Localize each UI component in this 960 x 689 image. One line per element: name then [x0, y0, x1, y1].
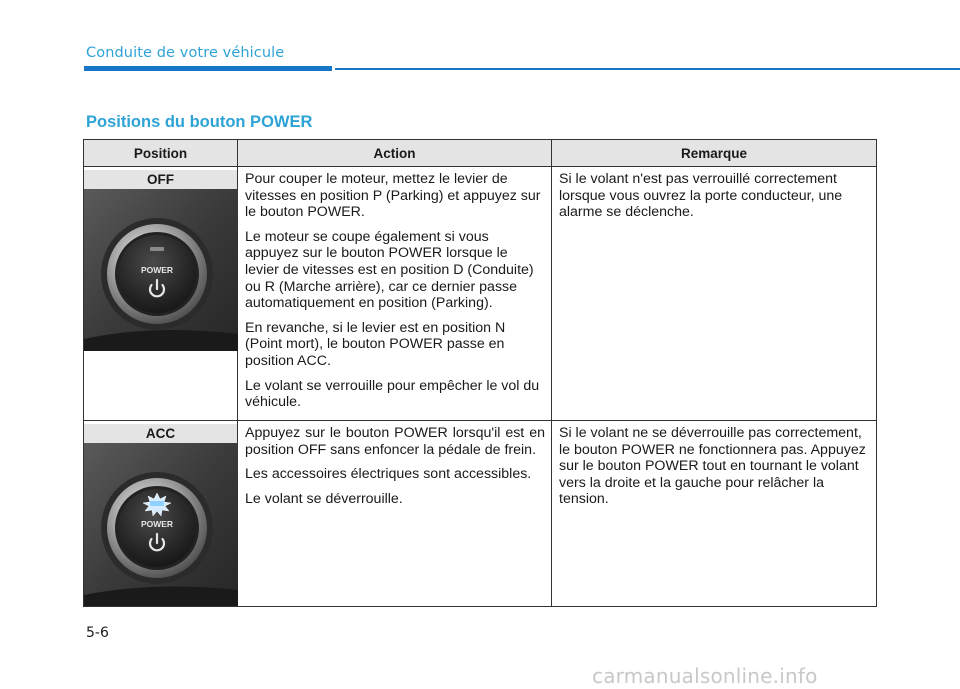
page-number: 5-6	[86, 625, 109, 641]
position-cell-off	[84, 167, 238, 421]
action-paragraph: Le volant se déverrouille.	[245, 490, 403, 507]
action-paragraph: Les accessoires électriques sont accessibles.	[245, 466, 532, 483]
power-button-text-off: POWER	[140, 265, 174, 275]
remark-text-acc: Si le volant ne se déverrouille pas correctement, le bouton POWER ne fonctionnera pas. Appuyez sur le bouton POWER tout en tournant le volant vers la droite et la gauche pour relâcher la tension.	[559, 425, 866, 508]
power-button-photo-off	[84, 189, 238, 351]
action-cell-off	[238, 167, 552, 421]
power-positions-table	[83, 139, 877, 607]
table-row-off	[84, 167, 877, 421]
action-paragraph: En revanche, si le levier est en position N (Point mort), le bouton POWER passe en position ACC.	[245, 319, 506, 369]
power-button-text-acc: POWER	[140, 519, 174, 529]
column-header-action: Action	[238, 140, 552, 167]
action-paragraph: Le volant se verrouille pour empêcher le vol du véhicule.	[245, 377, 540, 411]
action-paragraph: Le moteur se coupe également si vous appuyez sur le bouton POWER lorsque le levier de vitesses est en position D (Conduite) ou R (Marche arrière), car ce dernier passe automatiquement en position (Parking).	[245, 228, 534, 312]
section-title: Conduite de votre véhicule	[86, 45, 285, 61]
header-rule-thick	[84, 66, 332, 71]
remark-cell-acc	[552, 421, 877, 607]
watermark: carmanualsonline.info	[592, 664, 818, 688]
table-header-row	[84, 140, 877, 167]
table-row-acc	[84, 421, 877, 607]
position-label-off: OFF	[84, 170, 237, 189]
header-rule-thin	[335, 68, 960, 70]
column-header-remark: Remarque	[552, 140, 877, 167]
action-paragraph: Appuyez sur le bouton POWER lorsqu'il est en position OFF sans enfoncer la pédale de frein.	[245, 425, 545, 458]
remark-text-off: Si le volant n'est pas verrouillé correctement lorsque vous ouvrez la porte conducteur, une alarme se déclenche.	[559, 171, 843, 221]
remark-cell-off	[552, 167, 877, 421]
action-paragraph: Pour couper le moteur, mettez le levier de vitesses en position P (Parking) et appuyez sur le bouton POWER.	[245, 171, 541, 221]
position-cell-acc	[84, 421, 238, 607]
page-heading: Positions du bouton POWER	[86, 113, 313, 131]
action-cell-acc	[238, 421, 552, 607]
column-header-position: Position	[84, 140, 238, 167]
position-label-acc: ACC	[84, 424, 237, 443]
power-button-photo-acc	[84, 443, 238, 606]
